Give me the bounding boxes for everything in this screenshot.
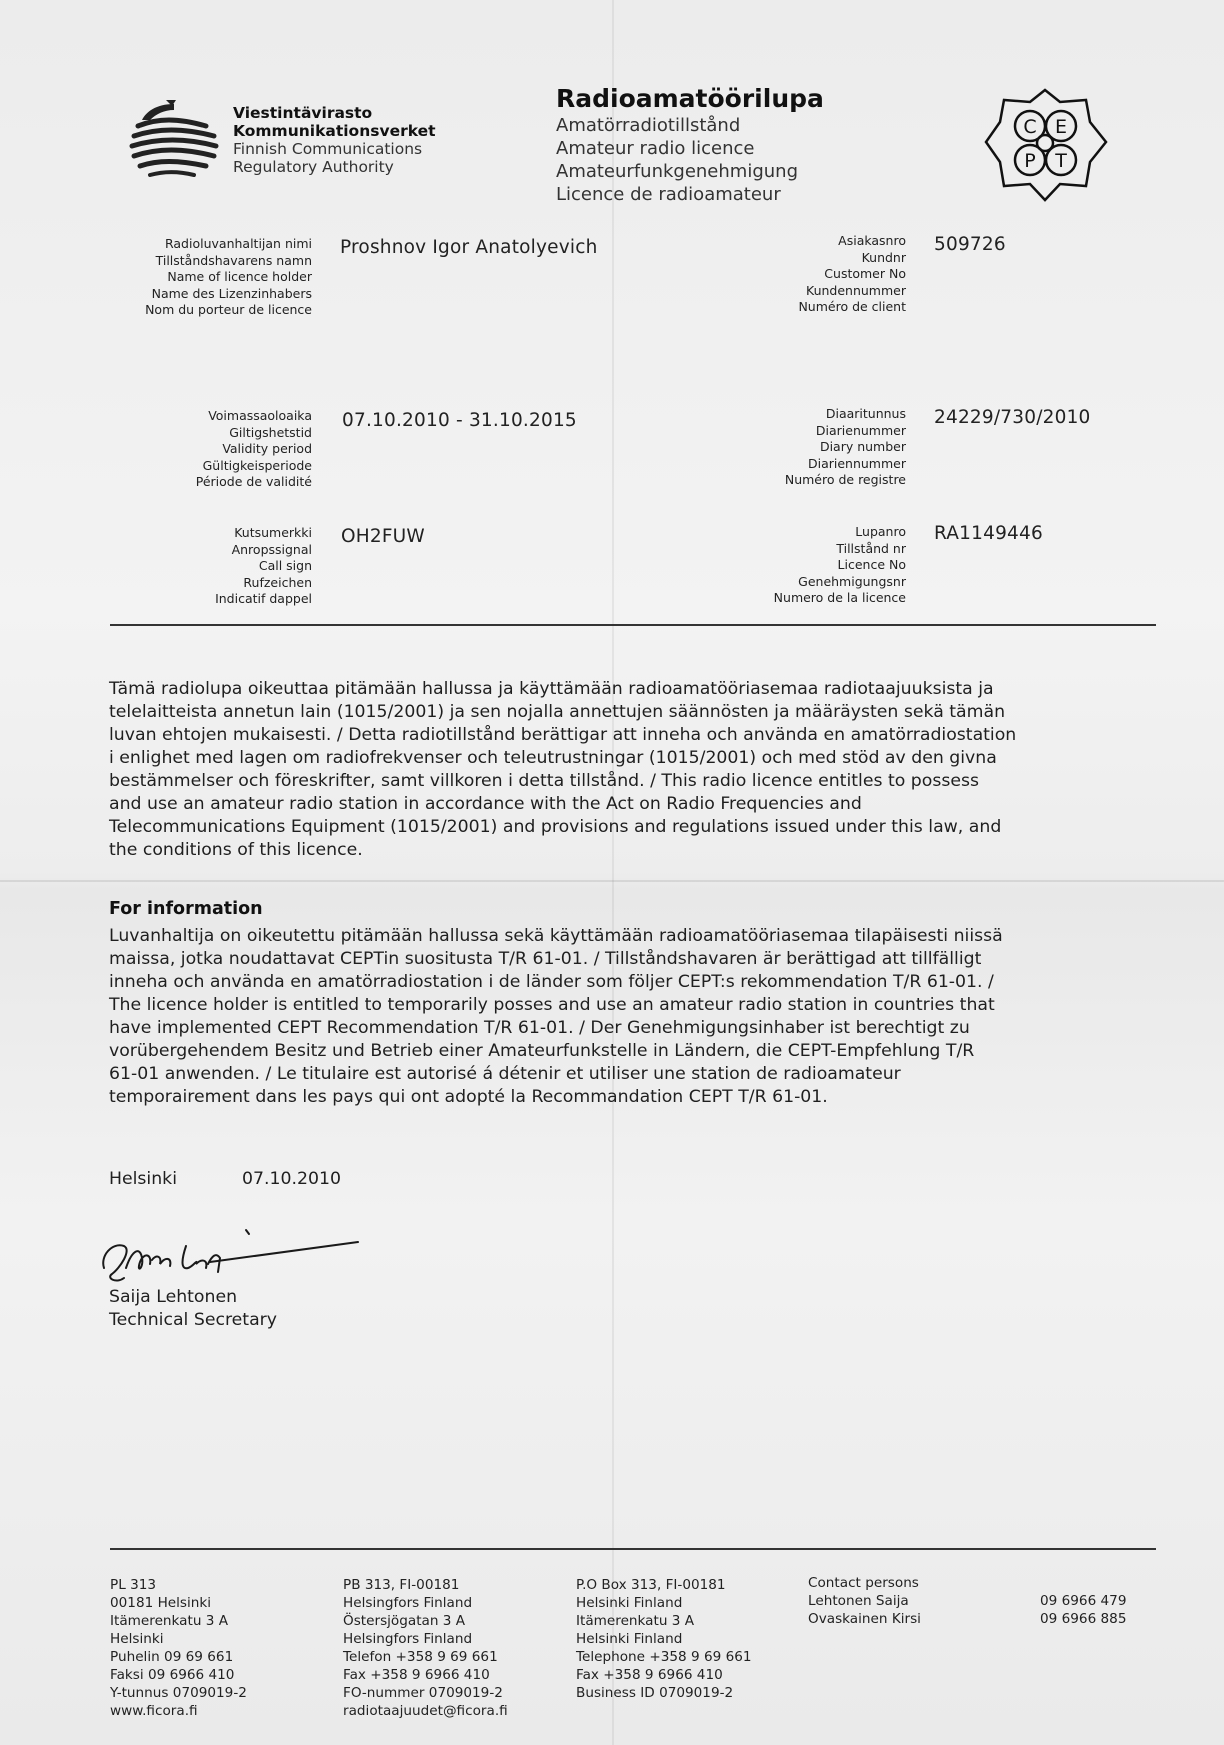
footer-address-en	[576, 1576, 752, 1702]
footer-line: Helsinki	[110, 1631, 164, 1647]
paragraph-line: i enlighet med lagen om radiofrekvenser och teleutrustningar (1015/2001) och med stöd av den givna	[109, 748, 997, 768]
field-label: Giltigshetstid	[229, 424, 312, 440]
field-label: Diariennummer	[807, 455, 906, 471]
title-translation: Amateur radio licence	[556, 138, 755, 159]
cept-letter: T	[1055, 150, 1067, 172]
ficora-logo	[128, 98, 220, 186]
footer-line: Itämerenkatu 3 A	[110, 1613, 229, 1629]
field-label: Gültigkeisperiode	[202, 457, 312, 473]
paragraph-line: temporairement dans les pays qui ont adopté la Recommandation CEPT T/R 61-01.	[109, 1087, 828, 1107]
footer-line: FO-nummer 0709019-2	[343, 1685, 503, 1701]
footer-line: PL 313	[110, 1577, 157, 1593]
paper-fold	[612, 0, 614, 1745]
agency-name	[233, 104, 436, 176]
footer-line: Fax +358 9 6966 410	[576, 1667, 723, 1683]
callsign-labels	[90, 525, 312, 608]
paragraph-line: have implemented CEPT Recommendation T/R 61-01. / Der Genehmigungsinhaber ist berechtigt zu	[109, 1018, 970, 1038]
licence-no-value: RA1149446	[934, 523, 1043, 544]
field-label: Numéro de registre	[784, 472, 906, 487]
footer-line: www.ficora.fi	[110, 1703, 198, 1719]
callsign-value: OH2FUW	[341, 526, 425, 547]
footer-contacts	[808, 1574, 921, 1628]
customer-no-value: 509726	[934, 234, 1006, 255]
footer-line: Business ID 0709019-2	[576, 1685, 734, 1701]
paragraph-line: inneha och använda en amatörradiostation i de länder som följer CEPT:s rekommendation T/R 61-01. /	[109, 972, 994, 992]
agency-line: Finnish Communications	[233, 140, 423, 158]
cept-letter: P	[1024, 150, 1036, 172]
signer-title: Technical Secretary	[109, 1310, 278, 1330]
info-paragraph	[109, 925, 1149, 1109]
paragraph-line: Telecommunications Equipment (1015/2001) and provisions and regulations issued under this law, and	[109, 817, 1002, 837]
contact-phone: 09 6966 479	[1040, 1593, 1127, 1609]
footer-line: P.O Box 313, FI-00181	[576, 1577, 726, 1593]
field-label: Name des Lizenzinhabers	[151, 285, 312, 301]
footer-line: Itämerenkatu 3 A	[576, 1613, 695, 1629]
field-label: Kundnr	[861, 249, 906, 265]
field-label: Radioluvanhaltijan nimi	[164, 236, 312, 251]
field-label: Rufzeichen	[243, 574, 312, 590]
cept-letter: E	[1054, 116, 1068, 138]
field-label: Validity period	[222, 441, 312, 456]
info-heading: For information	[109, 899, 263, 919]
footer-line: Faksi 09 6966 410	[110, 1667, 235, 1683]
footer-line: Helsingfors Finland	[343, 1595, 473, 1611]
document-title-block	[556, 84, 824, 206]
title-translation: Licence de radioamateur	[556, 184, 781, 205]
footer-line: Helsinki Finland	[576, 1595, 683, 1611]
paragraph-line: 61-01 anwenden. / Le titulaire est autorisé á détenir et utiliser une station de radioamateur	[109, 1064, 901, 1084]
footer-line: Telefon +358 9 69 661	[343, 1649, 498, 1665]
field-label: Name of licence holder	[167, 269, 312, 284]
title-translation: Amateurfunkgenehmigung	[556, 161, 798, 182]
field-label: Diarienummer	[815, 422, 906, 438]
paragraph-line: Tämä radiolupa oikeuttaa pitämään hallussa ja käyttämään radioamatööriasemaa radiotaajuuksista ja	[109, 679, 994, 699]
field-label: Numero de la licence	[773, 590, 906, 605]
footer-line: Helsingfors Finland	[343, 1631, 473, 1647]
footer-line: radiotaajuudet@ficora.fi	[343, 1703, 508, 1719]
diary-no-labels	[700, 406, 906, 489]
paragraph-line: maissa, jotka noudattavat CEPTin suositusta T/R 61-01. / Tillståndshavaren är berättigad att tillfälligt	[109, 949, 982, 969]
field-label: Nom du porteur de licence	[145, 302, 312, 317]
footer-line: Helsinki Finland	[576, 1631, 683, 1647]
paragraph-line: bestämmelser och föreskrifter, samt villkoren i detta tillstånd. / This radio licence entitles to possess	[109, 771, 979, 791]
paragraph-line: the conditions of this licence.	[109, 840, 363, 860]
cept-letter: C	[1023, 116, 1037, 138]
footer-line: Fax +358 9 6966 410	[343, 1667, 490, 1683]
footer-line: Östersjögatan 3 A	[343, 1613, 466, 1629]
field-label: Kundennummer	[806, 282, 906, 298]
agency-line: Regulatory Authority	[233, 158, 394, 176]
field-label: Customer No	[824, 266, 906, 281]
signer-name: Saija Lehtonen	[109, 1287, 238, 1307]
footer-line: Y-tunnus 0709019-2	[110, 1685, 247, 1701]
field-label: Numéro de client	[798, 299, 906, 314]
paragraph-line: Luvanhaltija on oikeutettu pitämään hallussa sekä käyttämään radioamatööriasemaa tilapäisesti niissä	[109, 926, 1003, 946]
paragraph-line: luvan ehtojen mukaisesti. / Detta radiotillstånd berättigar att inneha och använda en amatörradiostation	[109, 725, 1017, 745]
validity-value: 07.10.2010 - 31.10.2015	[342, 410, 577, 431]
field-label: Tillstånd nr	[836, 540, 906, 556]
contact-phone: 09 6966 885	[1040, 1611, 1127, 1627]
paragraph-line: and use an amateur radio station in accordance with the Act on Radio Frequencies and	[109, 794, 862, 814]
agency-line: Viestintävirasto	[233, 104, 373, 122]
field-label: Genehmigungsnr	[798, 573, 906, 589]
field-label: Kutsumerkki	[234, 525, 312, 540]
footer-divider	[110, 1548, 1156, 1550]
footer-line: Telephone +358 9 69 661	[576, 1649, 752, 1665]
footer-line: Puhelin 09 69 661	[110, 1649, 234, 1665]
field-label: Diary number	[819, 439, 906, 454]
contact-name: Lehtonen Saija	[808, 1593, 909, 1609]
issue-date: 07.10.2010	[242, 1169, 341, 1189]
paragraph-line: vorübergehendem Besitz und Betrieb einer Amateurfunkstelle in Ländern, die CEPT-Empfehlung T/R	[109, 1041, 975, 1061]
paragraph-line: telelaitteista annetun lain (1015/2001) ja sen nojalla annettujen säännösten ja määräysten sekä tämän	[109, 702, 1006, 722]
field-label: Call sign	[258, 558, 312, 573]
document-title: Radioamatöörilupa	[556, 84, 824, 113]
agency-line: Kommunikationsverket	[233, 122, 436, 140]
footer-line: 00181 Helsinki	[110, 1595, 212, 1611]
cept-emblem	[978, 82, 1113, 211]
footer-line: PB 313, FI-00181	[343, 1577, 460, 1593]
diary-no-value: 24229/730/2010	[934, 407, 1091, 428]
field-label: Anropssignal	[231, 541, 312, 557]
field-label: Lupanro	[855, 524, 906, 539]
footer-address-sv	[343, 1576, 508, 1720]
field-label: Diaaritunnus	[825, 406, 906, 421]
validity-labels	[90, 408, 312, 491]
field-label: Période de validité	[195, 474, 312, 489]
field-label: Indicatif dappel	[215, 591, 312, 606]
place: Helsinki	[109, 1169, 177, 1189]
field-label: Tillståndshavarens namn	[155, 252, 312, 268]
customer-no-labels	[700, 233, 906, 316]
contact-name: Ovaskainen Kirsi	[808, 1611, 921, 1627]
field-label: Licence No	[837, 557, 906, 572]
holder-name-labels	[90, 236, 312, 319]
paragraph-line: The licence holder is entitled to temporarily posses and use an amateur radio station in countries that	[109, 995, 995, 1015]
licence-no-labels	[700, 524, 906, 607]
field-label: Voimassaoloaika	[208, 408, 312, 423]
title-translation: Amatörradiotillstånd	[556, 115, 741, 136]
footer-address-fi	[110, 1576, 247, 1720]
field-label: Asiakasnro	[838, 233, 906, 248]
contacts-heading: Contact persons	[808, 1575, 919, 1591]
footer-contact-phones	[1040, 1592, 1126, 1628]
licence-terms-paragraph	[109, 678, 1149, 862]
divider	[110, 624, 1156, 626]
holder-name-value: Proshnov Igor Anatolyevich	[340, 237, 598, 258]
